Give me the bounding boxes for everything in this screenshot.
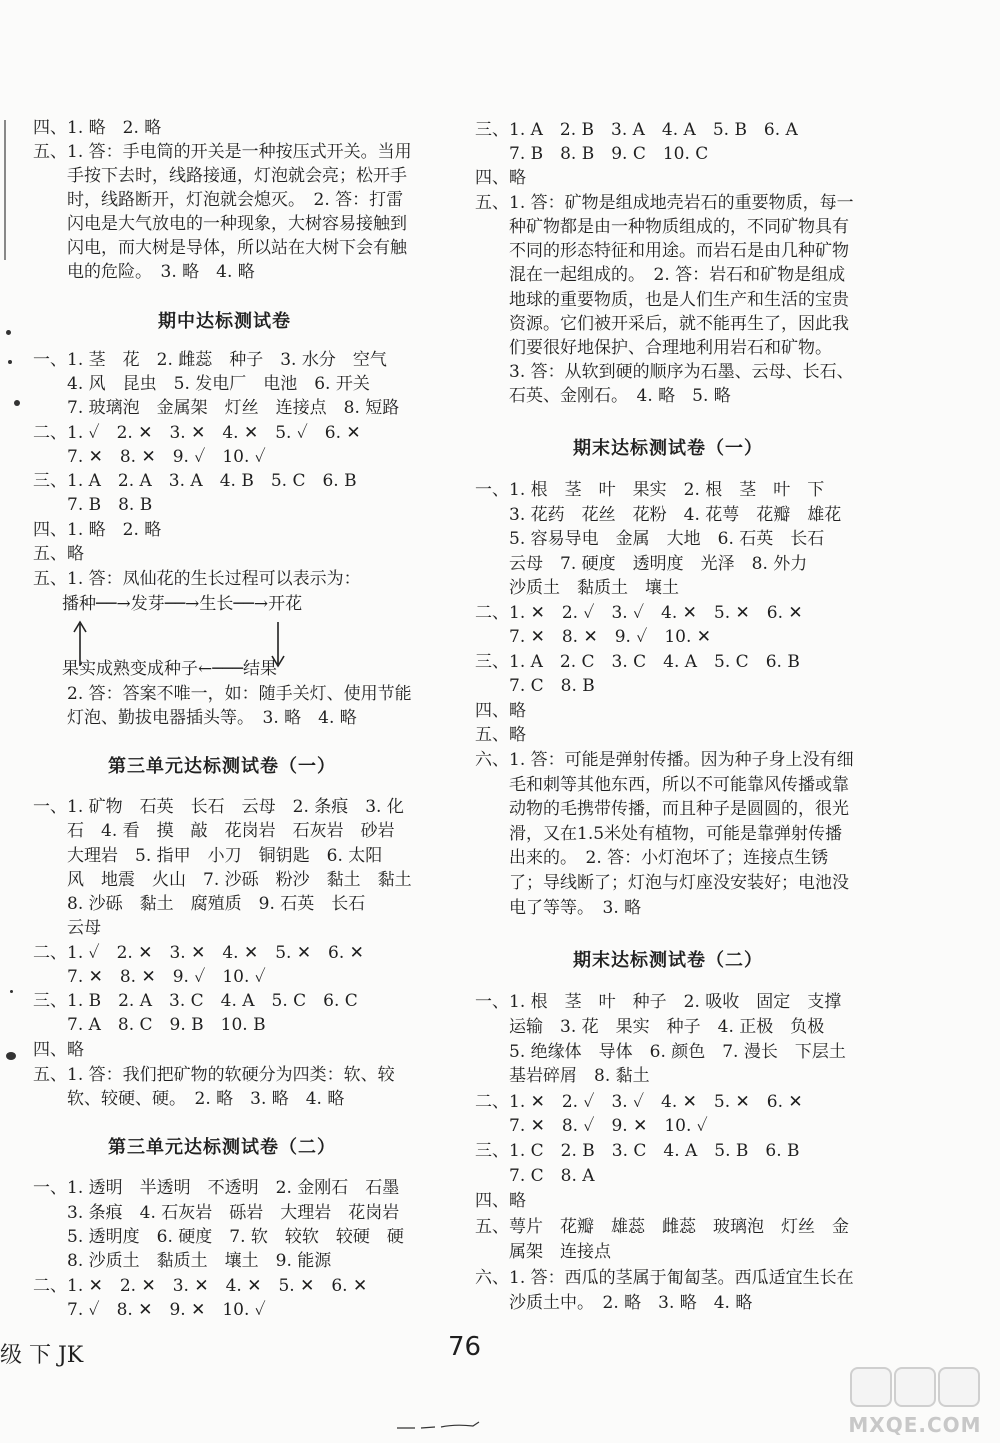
answer-line: 5. 容易导电 金属 大地 6. 石英 长石 [475, 529, 825, 549]
answer-line: 大理岩 5. 指甲 小刀 铜钥匙 6. 太阳 [33, 846, 383, 866]
answer-line: 属架 连接点 [475, 1242, 611, 1262]
answer-line: 2. 答：答案不唯一，如：随手关灯、使用节能 [33, 684, 412, 704]
answer-line: 五、1. 答：矿物是组成地壳岩石的重要物质，每一 [475, 193, 854, 213]
answer-line: 六、1. 答：西瓜的茎属于匍匐茎。西瓜适宜生长在 [475, 1268, 854, 1288]
margin-mark [6, 330, 11, 335]
answer-line: 7. ✕ 8. ✕ 9. ✓ 10. ✓ [33, 967, 266, 987]
answer-line: 三、1. A 2. C 3. C 4. A 5. C 6. B [475, 652, 800, 672]
answer-line: 一、1. 透明 半透明 不透明 2. 金刚石 石墨 [33, 1178, 400, 1198]
answer-line: 三、1. C 2. B 3. C 4. A 5. B 6. B [475, 1141, 800, 1161]
answer-line: 灯泡、勤拔电器插头等。 3. 略 4. 略 [33, 708, 357, 728]
margin-mark [6, 1052, 16, 1060]
answer-line: 7. ✕ 8. ✓ 9. ✕ 10. ✓ [475, 1116, 708, 1136]
answer-line: 出来的。 2. 答：小灯泡坏了；连接点生锈 [475, 848, 829, 868]
answer-line: 毛和刺等其他东西，所以不可能靠风传播或靠 [475, 775, 849, 795]
answer-line: 基岩碎屑 8. 黏土 [475, 1066, 650, 1086]
answer-line: 3. 答：从软到硬的顺序为石墨、云母、长石、 [475, 362, 854, 382]
answer-line: 软、较硬、硬。 2. 略 3. 略 4. 略 [33, 1089, 345, 1109]
answer-line: 了；导线断了；灯泡与灯座没安装好；电池没 [475, 873, 849, 893]
answer-line: 运输 3. 花 果实 种子 4. 正极 负极 [475, 1017, 825, 1037]
answer-line: 四、1. 略 2. 略 [33, 118, 162, 138]
answer-line: 7. 玻璃泡 金属架 灯丝 连接点 8. 短路 [33, 398, 400, 418]
watermark-text: MXQE.COM [848, 1413, 982, 1437]
answer-line: 沙质土中。 2. 略 3. 略 4. 略 [475, 1293, 753, 1313]
answer-line: 五、1. 答：凤仙花的生长过程可以表示为： [33, 569, 361, 589]
answer-line: 三、1. A 2. A 3. A 4. B 5. C 6. B [33, 471, 357, 491]
answer-line: 四、略 [33, 1040, 84, 1060]
answer-line: 一、1. 茎 花 2. 雌蕊 种子 3. 水分 空气 [33, 350, 387, 370]
answer-line: 时，线路断开，灯泡就会熄灭。 2. 答：打雷 [33, 190, 404, 210]
answer-line: 3. 条痕 4. 石灰岩 砾岩 大理岩 花岗岩 [33, 1203, 400, 1223]
answer-line: 5. 绝缘体 导体 6. 颜色 7. 漫长 下层土 [475, 1042, 846, 1062]
answer-line: 们要很好地保护、合理地利用岩石和矿物。 [475, 338, 832, 358]
answer-line: 二、1. ✕ 2. ✓ 3. ✓ 4. ✕ 5. ✕ 6. ✕ [475, 603, 803, 623]
answer-line: 沙质土 黏质土 壤土 [475, 578, 679, 598]
answer-line: 云母 [33, 918, 101, 938]
margin-mark [8, 360, 12, 364]
margin-mark [10, 990, 13, 993]
answer-line: 5. 透明度 6. 硬度 7. 软 较软 较硬 硬 [33, 1227, 404, 1247]
answer-line: 手按下去时，线路接通，灯泡就会亮；松开手 [33, 166, 407, 186]
answer-line: 一、1. 根 茎 叶 果实 2. 根 茎 叶 下 [475, 480, 825, 500]
answer-line: 滑，又在1.5米处有植物，可能是靠弹射传播 [475, 824, 843, 844]
grade-label: 级 下 JK [0, 1343, 84, 1368]
watermark-logo [850, 1367, 980, 1407]
answer-line: 二、1. ✕ 2. ✓ 3. ✓ 4. ✕ 5. ✕ 6. ✕ [475, 1092, 803, 1112]
answer-line: 二、1. ✕ 2. ✕ 3. ✕ 4. ✕ 5. ✕ 6. ✕ [33, 1276, 368, 1296]
answer-line: 混在一起组成的。 2. 答：岩石和矿物是组成 [475, 265, 846, 285]
answer-line: 四、1. 略 2. 略 [33, 520, 162, 540]
answer-line: 闪电，而大树是导体，所以站在大树下会有触 [33, 238, 407, 258]
answer-line: 一、1. 根 茎 叶 种子 2. 吸收 固定 支撑 [475, 992, 842, 1012]
answer-line: 7. C 8. A [475, 1166, 595, 1186]
answer-line: 3. 花药 花丝 花粉 4. 花萼 花瓣 雄花 [475, 505, 842, 525]
answer-line: 7. ✕ 8. ✕ 9. ✓ 10. ✕ [475, 627, 712, 647]
section-title: 第三单元达标测试卷（二） [108, 1137, 336, 1158]
answer-line: 二、1. ✓ 2. ✕ 3. ✕ 4. ✕ 5. ✓ 6. ✕ [33, 423, 361, 443]
scan-artifact [395, 1420, 485, 1434]
answer-line: 五、1. 答：我们把矿物的软硬分为四类：软、较 [33, 1065, 395, 1085]
answer-line: 五、萼片 花瓣 雄蕊 雌蕊 玻璃泡 灯丝 金 [475, 1217, 849, 1237]
answer-line: 4. 风 昆虫 5. 发电厂 电池 6. 开关 [33, 374, 370, 394]
section-title: 期末达标测试卷（一） [573, 438, 763, 459]
answer-line: 云母 7. 硬度 透明度 光泽 8. 外力 [475, 554, 808, 574]
answer-line: 7. C 8. B [475, 676, 595, 696]
section-title: 期末达标测试卷（二） [573, 950, 763, 971]
flow-top: 播种──→发芽──→生长──→开花 [62, 594, 303, 614]
answer-line: 7. ✕ 8. ✕ 9. ✓ 10. ✓ [33, 447, 266, 467]
answer-line: 8. 沙质土 黏质土 壤土 9. 能源 [33, 1251, 332, 1271]
answer-line: 电了等等。 3. 略 [475, 898, 642, 918]
answer-line: 电的危险。 3. 略 4. 略 [33, 262, 255, 282]
answer-line: 7. B 8. B 9. C 10. C [475, 144, 709, 164]
answer-line: 四、略 [475, 701, 526, 721]
watermark [840, 1367, 990, 1439]
flow-bottom: 果实成熟变成种子←───结果 [62, 659, 277, 679]
answer-line: 石英、金刚石。 4. 略 5. 略 [475, 386, 731, 406]
answer-line: 六、1. 答：可能是弹射传播。因为种子身上没有细 [475, 750, 854, 770]
answer-line: 三、1. A 2. B 3. A 4. A 5. B 6. A [475, 120, 798, 140]
answer-line: 动物的毛携带传播，而且种子是圆圆的，很光 [475, 799, 849, 819]
answer-line: 7. B 8. B [33, 495, 153, 515]
margin-mark [4, 120, 6, 260]
answer-line: 不同的形态特征和用途。而岩石是由几种矿物 [475, 241, 849, 261]
section-title: 第三单元达标测试卷（一） [108, 756, 336, 777]
answer-line: 风 地震 火山 7. 沙砾 粉沙 黏土 黏土 [33, 870, 412, 890]
answer-line: 石 4. 看 摸 敲 花岗岩 石灰岩 砂岩 [33, 821, 395, 841]
answer-line: 闪电是大气放电的一种现象，大树容易接触到 [33, 214, 407, 234]
answer-line: 四、略 [475, 168, 526, 188]
page-number: 76 [448, 1332, 482, 1362]
section-title: 期中达标测试卷 [158, 311, 291, 332]
answer-line: 地球的重要物质，也是人们生产和生活的宝贵 [475, 290, 849, 310]
answer-line: 五、略 [33, 544, 84, 564]
answer-line: 五、1. 答：手电筒的开关是一种按压式开关。当用 [33, 142, 412, 162]
answer-line: 资源。它们被开采后，就不能再生了，因此我 [475, 314, 849, 334]
answer-line: 7. A 8. C 9. B 10. B [33, 1015, 266, 1035]
answer-line: 五、略 [475, 725, 526, 745]
answer-line: 7. ✓ 8. ✕ 9. ✕ 10. ✓ [33, 1300, 266, 1320]
margin-mark [14, 400, 20, 406]
answer-line: 四、略 [475, 1191, 526, 1211]
answer-line: 8. 沙砾 黏土 腐殖质 9. 石英 长石 [33, 894, 366, 914]
answer-line: 三、1. B 2. A 3. C 4. A 5. C 6. C [33, 991, 358, 1011]
answer-line: 种矿物都是由一种物质组成的，不同矿物具有 [475, 217, 849, 237]
answer-line: 一、1. 矿物 石英 长石 云母 2. 条痕 3. 化 [33, 797, 404, 817]
answer-line: 二、1. ✓ 2. ✕ 3. ✕ 4. ✕ 5. ✕ 6. ✕ [33, 943, 364, 963]
